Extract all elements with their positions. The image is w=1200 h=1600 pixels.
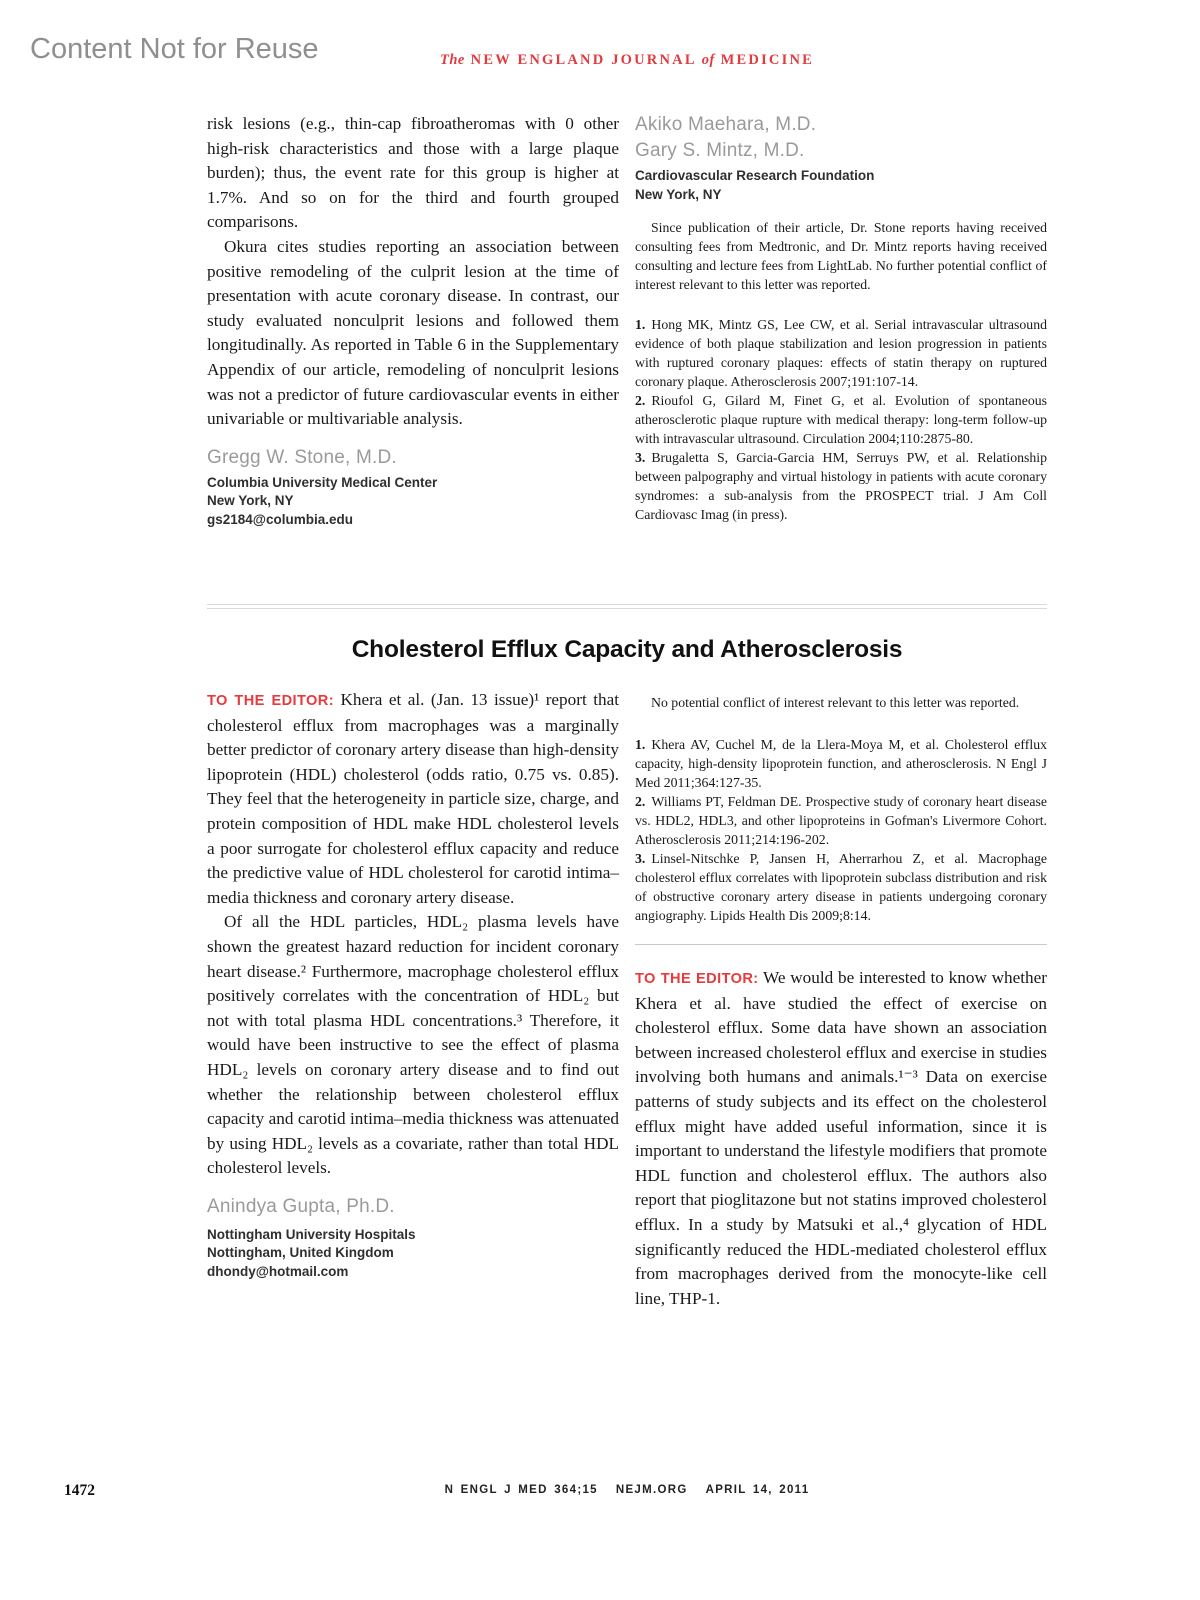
continuation-left-column — [207, 112, 619, 578]
affiliation-line: New York, NY — [207, 493, 294, 509]
masthead-the: The — [439, 52, 465, 68]
author-signature-gupta: Anindya Gupta, Ph.D. — [207, 1195, 395, 1217]
efflux-left-column — [207, 688, 619, 1311]
reference-text: Brugaletta S, Garcia-Garcia HM, Serruys PW, et al. Relationship between palpography and virtual histology in patients with acute coronary syndromes: a sub-analysis from the PROSPECT trial. J Am Coll Cardiovasc Imag (in press). — [635, 450, 1047, 522]
continuation-right-column — [635, 112, 1047, 578]
author-signature-maehara: Akiko Maehara, M.D. — [635, 114, 817, 135]
reference-number: 2. — [635, 794, 646, 809]
author-email-link[interactable]: dhondy@hotmail.com — [207, 1263, 349, 1279]
affiliation-line: New York, NY — [635, 186, 722, 202]
page-content — [207, 112, 1047, 1311]
masthead-title-1: NEW ENGLAND JOURNAL — [470, 52, 696, 68]
reference-item — [635, 391, 1047, 448]
masthead-of: of — [701, 52, 715, 68]
reference-item — [635, 448, 1047, 524]
reference-text: Khera AV, Cuchel M, de la Llera-Moya M, et al. Cholesterol efflux capacity, high-density lipoprotein function, and atherosclerosis. N Engl J Med 2011;364:127-35. — [635, 737, 1047, 790]
masthead-title-2: MEDICINE — [720, 52, 814, 68]
affiliation-line: Cardiovascular Research Foundation — [635, 168, 875, 183]
continuation-paragraph-2: Okura cites studies reporting an association between positive remodeling of the culprit lesion at the time of presentation with acute coronary disease. In contrast, our study evaluated nonculprit lesions and followed them longitudinally. As reported in Table 6 in the Supplementary Appendix of our article, remodeling of nonculprit lesions was not a predictor of future cardiovascular events in either univariable or multivariable analysis. — [207, 236, 619, 429]
letter2-paragraph — [635, 966, 1047, 1311]
reference-text: Rioufol G, Gilard M, Finet G, et al. Evolution of spontaneous atherosclerotic plaque rupture with medical therapy: long-term follow-up with intravascular ultrasound. Circulation 2004;110:2875-80. — [635, 393, 1047, 446]
reference-number: 1. — [635, 737, 646, 752]
affiliation-line: Columbia University Medical Center — [207, 474, 438, 490]
reference-text: Hong MK, Mintz GS, Lee CW, et al. Serial intravascular ultrasound evidence of both plaque stabilization and lesion progression in patients with ruptured coronary plaques: effects of statin therapy on ruptured coronary plaque. Atherosclerosis 2007;191:107-14. — [635, 317, 1047, 389]
conflict-disclosure-1: Since publication of their article, Dr. Stone reports having received consulting fees from Medtronic, and Dr. Mintz reports having received consulting and lecture fees from LightLab. No further potential conflict of interest relevant to this letter was reported. — [635, 220, 1047, 292]
footer-date: APRIL 14, 2011 — [705, 1484, 810, 1496]
letter-separator-rule — [635, 944, 1047, 945]
author-signature-stone: Gregg W. Stone, M.D. — [207, 446, 397, 468]
content-not-for-reuse-watermark: Content Not for Reuse — [30, 33, 319, 65]
reference-item — [635, 315, 1047, 391]
cholesterol-efflux-section — [207, 688, 1047, 1311]
author-email-link[interactable]: gs2184@columbia.edu — [207, 511, 353, 527]
journal-masthead — [207, 52, 1047, 69]
to-the-editor-label: TO THE EDITOR: — [207, 693, 334, 709]
letter2-text: We would be interested to know whether Khera et al. have studied the effect of exercise on cholesterol efflux. Some data have shown an association between increased cholesterol efflux and exercise in studies involving both humans and animals.¹⁻³ Data on exercise patterns of study subjects and its effect on the cholesterol efflux might have added useful information, since it is important to understand the lifestyle modifiers that promote HDL function and cholesterol efflux. The authors also report that pioglitazone but not statins improved cholesterol efflux. In a study by Matsuki et al.,⁴ glycation of HDL significantly reduced the HDL-mediated cholesterol efflux from macrophages derived from the monocyte-like cell line, THP-1. — [635, 968, 1047, 1308]
efflux-right-column — [635, 688, 1047, 1311]
conflict-disclosure-2: No potential conflict of interest relevant to this letter was reported. — [651, 695, 1020, 710]
affiliation-line: Nottingham, United Kingdom — [207, 1245, 394, 1261]
reference-number: 3. — [635, 450, 646, 465]
footer-journal-ref: N ENGL J MED 364;15 — [444, 1484, 598, 1496]
letter1-opening-text: Khera et al. (Jan. 13 issue)¹ report that cholesterol efflux from macrophages was a marginally better predictor of coronary artery disease than high-density lipoprotein (HDL) cholesterol (odds ratio, 0.75 vs. 0.85). They feel that the heterogeneity in particle size, charge, and protein composition of HDL make HDL cholesterol levels a poor surrogate for cholesterol efflux capacity and reduce the predictive value of HDL cholesterol for carotid intima–media thickness and coronary artery disease. — [207, 690, 619, 907]
reference-item — [635, 849, 1047, 925]
author-affiliation-crf — [635, 167, 1047, 204]
letter1-paragraph-1 — [207, 688, 619, 910]
reference-list-1 — [635, 315, 1047, 524]
section-divider-rule — [207, 604, 1047, 609]
author-signature-mintz: Gary S. Mintz, M.D. — [635, 140, 805, 161]
reference-number: 3. — [635, 851, 646, 866]
author-affiliation-gupta — [207, 1226, 619, 1282]
reference-text: Linsel-Nitschke P, Jansen H, Aherrarhou Z, et al. Macrophage cholesterol efflux correlates with lipoprotein subclass distribution and risk of obstructive coronary artery disease in patients undergoing coronary angiography. Lipids Health Dis 2009;8:14. — [635, 851, 1047, 923]
continuation-paragraph-1: risk lesions (e.g., thin-cap fibroatheromas with 0 other high-risk characteristics and those with a large plaque burden); thus, the event rate for this group is higher at 1.7%. And so on for the third and fourth grouped comparisons. — [207, 114, 619, 232]
letter1-paragraph-2: Of all the HDL particles, HDL₂ plasma levels have shown the greatest hazard reduction for incident coronary heart disease.² Furthermore, macrophage cholesterol efflux positively correlates with the concentration of HDL₂ but not with total plasma HDL concentrations.³ Therefore, it would have been instructive to see the effect of plasma HDL₂ levels on coronary artery disease and to find out whether the relationship between cholesterol efflux capacity and carotid intima–media thickness was attenuated by using HDL₂ levels as a covariate, rather than total HDL cholesterol levels. — [207, 912, 619, 1178]
footer-journal-line — [207, 1484, 1047, 1496]
author-affiliation-stone — [207, 474, 619, 530]
footer-site: NEJM.ORG — [615, 1484, 688, 1496]
page-number: 1472 — [64, 1482, 95, 1499]
reference-text: Williams PT, Feldman DE. Prospective study of coronary heart disease vs. HDL2, HDL3, and other lipoproteins in Gofman's Livermore Cohort. Atherosclerosis 2011;214:196-202. — [635, 794, 1047, 847]
letter-continuation-section — [207, 112, 1047, 578]
reference-number: 1. — [635, 317, 646, 332]
affiliation-line: Nottingham University Hospitals — [207, 1226, 416, 1242]
reference-item — [635, 735, 1047, 792]
reference-number: 2. — [635, 393, 646, 408]
reference-item — [635, 792, 1047, 849]
reference-list-2 — [635, 735, 1047, 925]
section-title: Cholesterol Efflux Capacity and Atherosclerosis — [351, 636, 903, 663]
to-the-editor-label: TO THE EDITOR: — [635, 971, 759, 987]
